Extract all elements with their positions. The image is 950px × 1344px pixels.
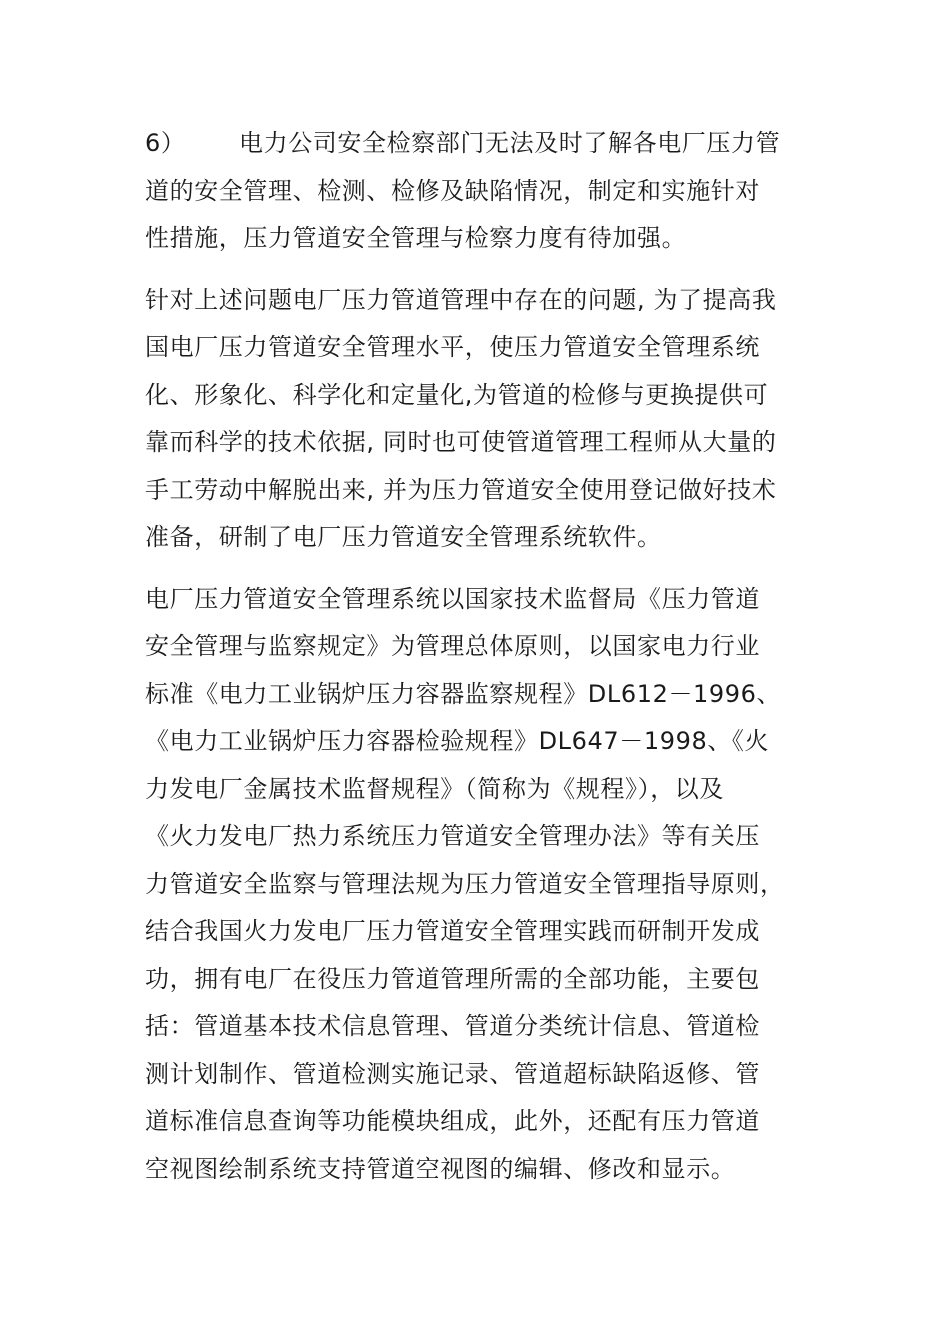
paragraph-system-description [145,576,810,1194]
text-line: 测计划制作、管道检测实施记录、管道超标缺陷返修、管 [145,1059,760,1088]
list-item-number: 6） [145,129,186,157]
paragraph-problem-response [145,277,810,562]
text-line: 针对上述问题电厂压力管道管理中存在的问题, 为了提高我 [145,285,777,314]
text-line: 手工劳动中解脱出来, 并为压力管道安全使用登记做好技术 [145,475,777,504]
text-line-content: 电力公司安全检察部门无法及时了解各电厂压力管 [239,129,781,157]
text-line: 《电力工业锅炉压力容器检验规程》DL647－1998、《火 [145,727,770,755]
text-line: 括：管道基本技术信息管理、管道分类统计信息、管道检 [145,1012,760,1040]
document-body [145,120,810,1207]
text-line: 结合我国火力发电厂压力管道安全管理实践而研制开发成 [145,917,760,945]
text-line: 空视图绘制系统支持管道空视图的编辑、修改和显示。 [145,1154,736,1183]
text-line: 《火力发电厂热力系统压力管道安全管理办法》等有关压 [145,822,760,850]
text-line: 准备，研制了电厂压力管道安全管理系统软件。 [145,523,662,551]
text-line: 力发电厂金属技术监督规程》（简称为《规程》），以及 [145,774,724,803]
text-line: 力管道安全监察与管理法规为压力管道安全管理指导原则， [145,869,785,898]
text-line [145,120,810,168]
text-line: 标准《电力工业锅炉压力容器监察规程》DL612－1996、 [145,679,782,708]
text-line: 功，拥有电厂在役压力管道管理所需的全部功能，主要包 [145,964,760,993]
text-line: 道标准信息查询等功能模块组成，此外，还配有压力管道 [145,1107,760,1135]
text-line: 化、形象化、科学化和定量化,为管道的检修与更换提供可 [145,380,769,409]
text-line: 道的安全管理、检测、检修及缺陷情况，制定和实施针对 [145,176,760,205]
text-line: 性措施，压力管道安全管理与检察力度有待加强。 [145,224,687,252]
text-line: 国电厂压力管道安全管理水平，使压力管道安全管理系统 [145,333,760,361]
list-item-6 [145,120,810,263]
text-line: 靠而科学的技术依据, 同时也可使管道管理工程师从大量的 [145,428,777,456]
text-line: 安全管理与监察规定》为管理总体原则，以国家电力行业 [145,632,760,660]
text-line: 电厂压力管道安全管理系统以国家技术监督局《压力管道 [145,584,760,613]
